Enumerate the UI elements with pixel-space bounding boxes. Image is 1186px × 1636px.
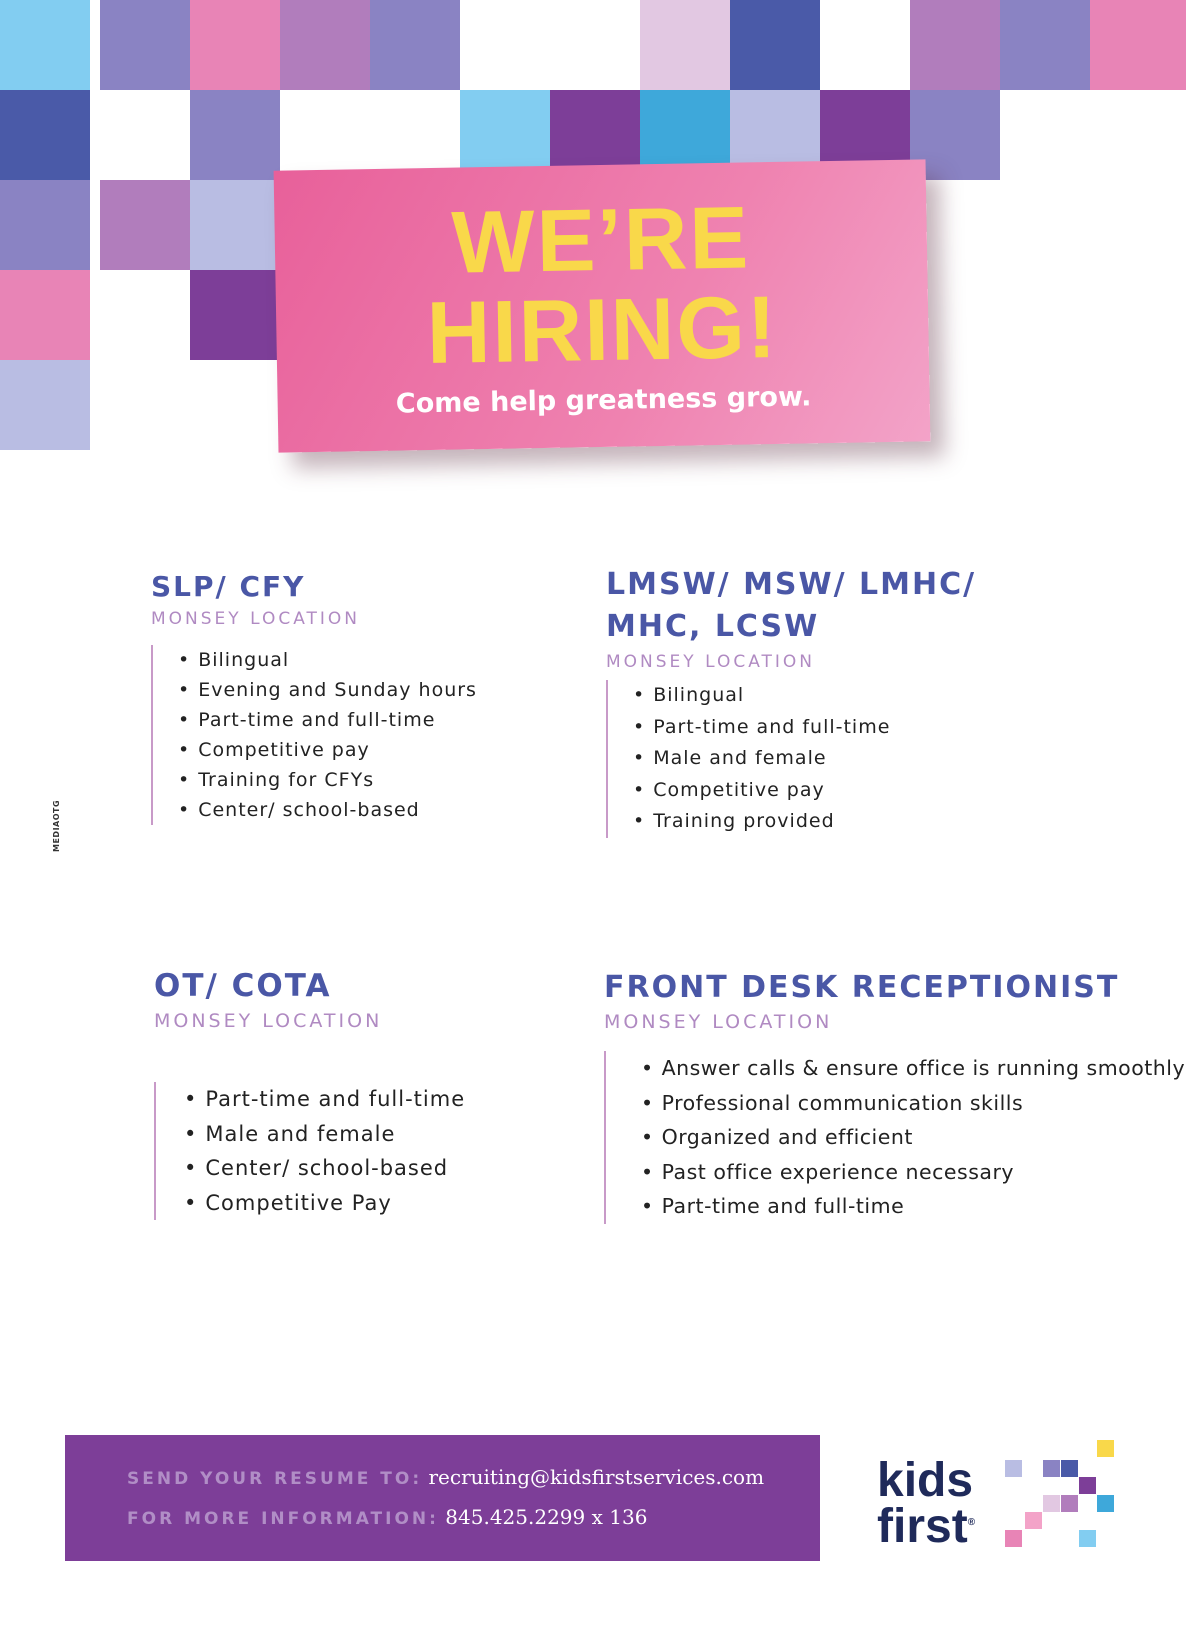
list-item: • Part-time and full-time xyxy=(633,712,1166,744)
list-item: • Competitive Pay xyxy=(184,1186,574,1221)
logo-pixel-icon xyxy=(1005,1440,1115,1550)
list-item: • Competitive pay xyxy=(633,775,1166,807)
job-title: FRONT DESK RECEPTIONIST xyxy=(604,970,1120,1005)
resume-label: SEND YOUR RESUME TO: xyxy=(127,1469,423,1489)
media-credit: MEDIAOTG xyxy=(52,799,61,852)
info-label: FOR MORE INFORMATION: xyxy=(127,1509,439,1529)
resume-email-link[interactable]: recruiting@kidsfirstservices.com xyxy=(428,1465,765,1489)
info-line xyxy=(127,1505,647,1529)
list-item: • Center/ school-based xyxy=(178,795,551,825)
job-requirements-list xyxy=(151,645,551,825)
job-title: SLP/ CFY xyxy=(151,570,306,603)
list-item: • Professional communication skills xyxy=(641,1086,1179,1121)
registered-mark: ® xyxy=(967,1517,976,1528)
contact-band xyxy=(65,1435,820,1561)
list-item: • Training for CFYs xyxy=(178,765,551,795)
job-title-line-2: MHC, LCSW xyxy=(606,609,820,644)
job-requirements-list xyxy=(606,680,1166,838)
list-item: • Evening and Sunday hours xyxy=(178,675,551,705)
list-item: • Male and female xyxy=(633,743,1166,775)
list-item: • Part-time and full-time xyxy=(178,705,551,735)
job-location: MONSEY LOCATION xyxy=(151,609,361,629)
tagline: Come help greatness grow. xyxy=(395,381,812,420)
headline xyxy=(274,159,930,383)
list-item: • Center/ school-based xyxy=(184,1151,574,1186)
list-item: • Male and female xyxy=(184,1117,574,1152)
list-item: • Part-time and full-time xyxy=(184,1082,574,1117)
headline-line-2: HIRING! xyxy=(425,276,779,383)
job-title: OT/ COTA xyxy=(154,968,332,1004)
job-front-desk-receptionist xyxy=(604,970,1186,1224)
hiring-banner xyxy=(274,159,931,452)
job-requirements-list xyxy=(154,1082,574,1220)
kids-first-logo xyxy=(877,1454,976,1553)
list-item: • Past office experience necessary xyxy=(641,1155,1179,1190)
list-item: • Answer calls & ensure office is running smoothly xyxy=(641,1051,1179,1086)
headline-line-1: WE’RE xyxy=(450,187,751,292)
list-item: • Competitive pay xyxy=(178,735,551,765)
job-title xyxy=(606,564,1166,648)
job-location: MONSEY LOCATION xyxy=(606,652,816,672)
list-item: • Bilingual xyxy=(178,645,551,675)
job-lmsw-msw xyxy=(606,564,1166,838)
list-item: • Part-time and full-time xyxy=(641,1189,1179,1224)
logo-word-first: first xyxy=(877,1500,968,1553)
job-location: MONSEY LOCATION xyxy=(604,1011,833,1033)
info-phone-link[interactable]: 845.425.2299 x 136 xyxy=(445,1505,648,1529)
job-slp-cfy xyxy=(151,570,551,825)
logo-word-kids: kids xyxy=(877,1454,974,1507)
list-item: • Bilingual xyxy=(633,680,1166,712)
job-title-line-1: LMSW/ MSW/ LMHC/ xyxy=(606,567,977,602)
list-item: • Training provided xyxy=(633,806,1166,838)
resume-line xyxy=(127,1465,764,1489)
job-ot-cota xyxy=(154,968,574,1220)
job-requirements-list xyxy=(604,1051,1186,1224)
list-item: • Organized and efficient xyxy=(641,1120,1179,1155)
job-location: MONSEY LOCATION xyxy=(154,1010,383,1032)
